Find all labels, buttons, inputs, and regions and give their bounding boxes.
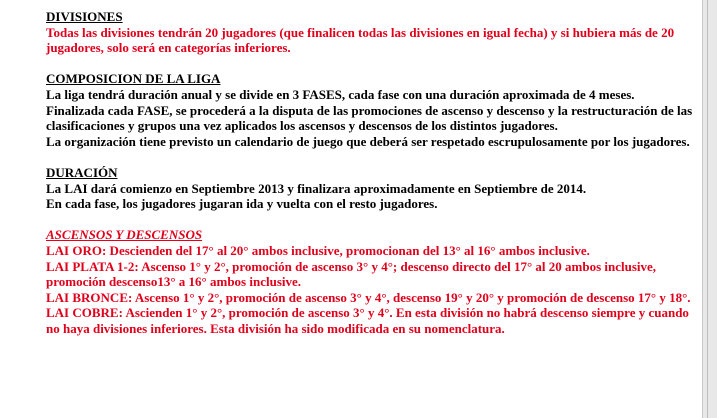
heading-duracion: DURACIÓN — [46, 164, 118, 180]
divisiones-paragraph: Todas las divisiones tendrán 20 jugadores (que finalicen todas las divisiones en igual fecha) y si hubiera más de 20 jugadores, solo será en categorías inferiores. — [46, 24, 675, 56]
window-frame-line — [707, 0, 708, 418]
ascensos-bronce: LAI BRONCE: Ascenso 1° y 2°, promoción de ascenso 3° y 4°, descenso 19° y 20° y promoción de descenso 17° y 18°. — [46, 289, 691, 305]
composicion-paragraph-3: La organización tiene previsto un calendario de juego que deberá ser respetado escrupulosamente por los jugadores. — [46, 133, 690, 149]
composicion-paragraph-1: La liga tendrá duración anual y se divide en 3 FASES, cada fase con una duración aproximada de 4 meses. — [46, 86, 635, 102]
ascensos-oro: LAI ORO: Descienden del 17° al 20° ambos inclusive, promocionan del 13° al 16° ambos inclusive. — [46, 242, 590, 258]
ascensos-plata: LAI PLATA 1-2: Ascenso 1° y 2°, promoción de ascenso 3° y 4°; descenso directo del 17° al 20 ambos inclusive, promoción descenso13° a 16° ambos inclusive. — [46, 258, 657, 290]
section-divisiones — [46, 9, 701, 56]
duracion-paragraph-1: La LAI dará comienzo en Septiembre 2013 y finalizara aproximadamente en Septiembre de 2014. — [46, 180, 587, 196]
ascensos-cobre: LAI COBRE: Ascienden 1° y 2°, promoción de ascenso 3° y 4°. En esta división no habrá descenso siempre y cuando no haya divisiones inferiores. Esta división ha sido modificada en su nomenclatura. — [46, 305, 689, 336]
section-duracion — [46, 165, 701, 212]
heading-divisiones: DIVISIONES — [46, 9, 123, 24]
window-right-frame — [702, 0, 717, 418]
duracion-paragraph-2: En cada fase, los jugadores jugaran ida y vuelta con el resto jugadores. — [46, 196, 438, 212]
document-body — [46, 9, 701, 352]
section-ascensos — [46, 227, 701, 336]
section-composicion — [46, 71, 701, 149]
heading-ascensos: ASCENSOS Y DESCENSOS — [46, 227, 203, 243]
heading-composicion: COMPOSICION DE LA LIGA — [46, 71, 221, 87]
composicion-paragraph-2: Finalizada cada FASE, se procederá a la disputa de las promociones de ascenso y descenso y la restructuración de las clasificaciones y grupos una vez aplicados los ascensos y descensos de los distintos jugadores. — [46, 102, 693, 134]
